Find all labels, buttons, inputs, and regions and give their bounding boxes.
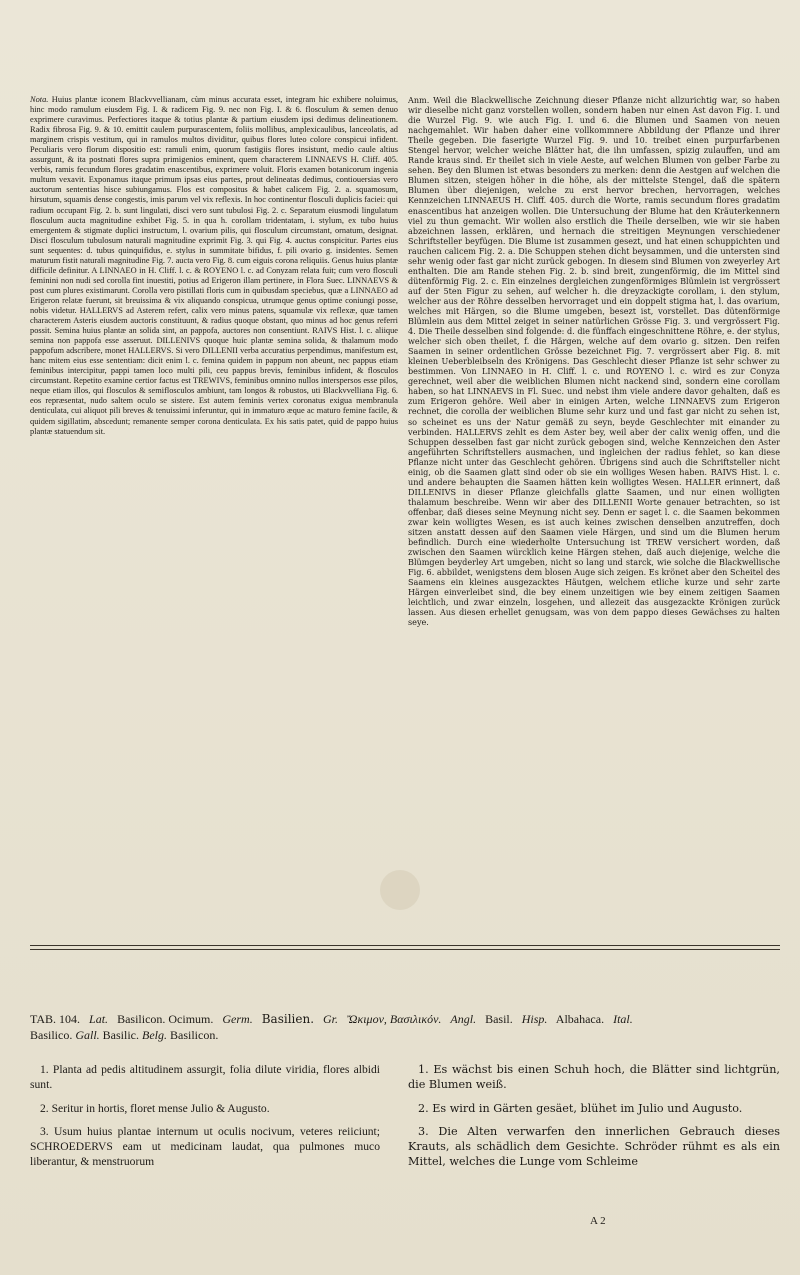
latin-item: 3. Usum huius plantae internum ut oculis nocivum, veteres reiiciunt; SCHROEDERVS eam ut medicinam laudat, qua pulmones muco liberantur, & menstruorum (30, 1124, 380, 1169)
germ-label: Germ. (222, 1012, 253, 1026)
belg-name: Basilicon. (170, 1028, 219, 1042)
latin-note-text: Huius plantæ iconem Blackvvellianam, cùm minus accurata esset, integram hic exhibere noluimus, hinc modo ramulum eiusdem Fig. I. & radicem Fig. 9. nec non Fig. I. & 6. flosculum & semen denuo exprimere curavimus. Perfectiores itaque & totius plantæ & partium eiusdem ipsi dedimus delineationem. Radix fibrosa Fig. 9. & 10. emittit caulem purpurascentem, foliis mollibus, amplexicaulibus, lanceolatis, ad marginem crispis vestitum, qui in ramulos multos dividitur, quibus flores luteo colore conspicui infident. Peculiaris vero florum dispositio est: ramuli enim, quorum fastigiis flores insistunt, medio caule altius assurgunt, & ita postnati flores supra primigenios eminent, quem characterem LINNAEVS H. Cliff. 405. verbis, ramis fecundum flores gradatim enascentibus, exprimere voluit. Floris examen botanicorum ingenia multum vexavit. Exponamus itaque primum ipsas eius partes, prout delineatas dedimus, contiouersias vero auctorum sententias hisce subiungamus. Flos est compositus & habet calicem Fig. 2. a. squamosum, hirsutum, squamis dense congestis, imis parum vel vix reflexis. In hoc continentur flosculi duplicis faciei: qui radium occupant Fig. 2. b. sunt lingulati, disci vero sunt tubulosi Fig. 2. c. Separatum eiusmodi lingulatum flosculum aucta magnitudine exhibet Fig. 5. in qua h. corollam tridentatam, i. stylum, ex tubo huius emergentem & stigmate duplici instructum, l. ovarium pilis, qui flosculum circumstant, ornatum, designat. Disci flosculum tubulosum naturali magnitudine exprimit Fig. 3. qui Fig. 4. auctus conspicitur. Partes eius sunt sequentes: d. tubus quinquifidus, e. stylus in summitate bifidus, f. pili ovario g. insidentes. Semen maturum fistit naturali magnitudine Fig. 7. aucta vero Fig. 8. cum eiguis corona reliquiis. Genus huius plantæ difficile definitur. A LINNAEO in H. Cliff. l. c. & ROYENO l. c. ad Conyzam relata fuit; cum vero flosculi feminini non nudi sed corolla fint inuestiti, potius ad Erigeron illam pertinere, in Flora Suec. LINNAEVS & post cum plures existimarunt. Corolla vero pistillati floris cum in quibusdam speciebus, quæ a LINNAEO ad Erigeron relatæ fuerunt, sit breuissima & vix aliquando conspicua, utrumque genus optime coniungi posse, nobis videtur. HALLERVS ad Asterem refert, calix vero minus patens, squamulæ vix reflexæ, quæ tamen characterem Asteris eiusdem auctoris constituunt, & radius quoque obstant, quo minus ad hoc genus referri possit. Semina huius plantæ an solida sint, an pappofa, auctores non consentiunt. RAIVS Hist. l. c. aliique semina non pappofa esse asseruut. DILLENIVS quoque huic plantæ semina solida, & thalamum modo pappofum adscribere, monet HALLERVS. Si vero DILLENII verba accuratius perpendimus, manifestum est, hanc mitem eius esse sententiam: dicit enim l. c. femina quidem in pappum non abeunt, nec pappus etiam feminibus intercipitur, pappi tamen loco multi pili, ceu pappus brevis, feminibus infident, & flosculos circumstant. Repetito examine certior factus est TREWIVS, feminibus omnino nullos interspersos esse pilos, neque etiam illos, qui flosculos & semiflosculos ambiunt, tam longos & robustos, uti Blackvvelliana Fig. 6. eos repræsentat, nudo saltem oculo se sistere. Est autem feminis vertex coronatus exigua membranula denticulata, cui aliquot pili breves & tenuissimi inferuntur, qui in immaturo æque ac maturo femine facile, & quidem sigillatim, abscedunt; remanente semper corona denticulata. Ex his satis patet, quid de pappo huius plantæ statuendum sit. (30, 95, 398, 436)
hisp-name: Albahaca. (555, 1012, 605, 1026)
lat-label: Lat. (89, 1012, 109, 1026)
latin-item: 2. Seritur in hortis, floret mense Julio & Augusto. (40, 1101, 270, 1115)
germ-name: Basilien. (261, 1012, 315, 1026)
angl-label: Angl. (450, 1012, 477, 1026)
ital-name: Basilico. (30, 1028, 73, 1042)
gr-name: Ὤκιμον, Βασιλικόν. (347, 1012, 442, 1026)
gall-name: Basilic. (102, 1028, 139, 1042)
german-item: 1. Es wächst bis einen Schuh hoch, die Blätter sind lichtgrün, die Blumen weiß. (408, 1063, 780, 1092)
latin-item: 1. Planta ad pedis altitudinem assurgit, folia dilute viridia, flores albidi sunt. (30, 1063, 380, 1092)
german-item: 3. Die Alten verwarfen den innerlichen Gebrauch dieses Krauts, als schädlich dem Gesichte. Schröder rühmt es als ein Mittel, welches die Lunge vom Schleime (408, 1124, 780, 1169)
latin-note-column (30, 95, 398, 785)
german-note-paragraph (408, 95, 780, 627)
section-divider (30, 949, 780, 950)
signature-mark: A 2 (590, 1215, 606, 1227)
german-item: 2. Es wird in Gärten gesäet, blühet im Julio und Augusto. (418, 1101, 743, 1115)
plate-number: TAB. 104. (30, 1012, 81, 1026)
german-note-column (408, 95, 780, 785)
german-note-text: Weil die Blackwellische Zeichnung dieser Pflanze nicht allzurichtig war, so haben wir dieselbe nicht ganz vorstellen wollen, sondern haben nur einen Ast davon Fig. I. und die Wurzel Fig. 9. wie auch Fig. I. und 6. die Blumen und Saamen von neuen nachgemahlet. Wir haben daher eine vollkommnere Abbildung der Pflanze und ihrer Theile gegeben. Die faserigte Wurzel Fig. 9. und 10. treibet einen purpurfarbenen Stengel hervor, welcher weiche Blätter hat, die ihn umfassen, spizig zulauffen, und am Rande kraus sind. Er theilet sich in viele Aeste, auf welchen Blumen von gelber Farbe zu sehen. Bey den Blumen ist etwas besonders zu merken: denn die Aestgen auf welchen die Blumen sitzen, steigen höher in die höhe, als der mittelste Stengel, daß die spätern Blumen über diejenigen, welche zu erst hervor brechen, hervorragen, welches Kennzeichen LINNAEUS H. Cliff. 405. durch die Worte, ramis secundum flores gradatim enascentibus hat anzeigen wollen. Die Untersuchung der Blume hat den Kräuterkennern viel zu thun gemacht. Wir wollen also erstlich die Theile derselben, wie wir sie haben abzeichnen lassen, erklären, und hernach die streitigen Meynungen verschiedener Schriftsteller beyfügen. Die Blume ist zusammen gesezt, und hat einen schuppichten und rauchen calicem Fig. 2. a. Die Schuppen stehen dicht beysammen, und die untersten sind sehr wenig oder fast gar nicht zurück gebogen. In diesem sind Blumen von zweyerley Art enthalten. Die am Rande stehen Fig. 2. b. sind breit, zungenförmig, die im Mittel sind dütenförmig Fig. 2. c. Ein einzelnes dergleichen zungenförmiges Blümlein ist vergrössert auf der 5ten Figur zu sehen, auf welcher h. die dreyzackigte corollam, i. den stylum, welcher aus der Röhre desselben hervorraget und ein doppelt stigma hat, l. das ovarium, welches mit Härgen, so die Blume umgeben, besezt ist, vorstellet. Das dütenförmige Blümlein aus dem Mittel zeiget in seiner natürlichen Grösse Fig. 3. und vergrössert Fig. 4. Die Theile desselben sind folgende: d. die fünffach eingeschnittene Röhre, e. der stylus, welcher sich oben theilet, f. die Härgen, welche auf dem ovario g. sitzen. Den reifen Saamen in seiner ordentlichen Grösse bezeichnet Fig. 7. vergrössert aber Fig. 8. mit kleinen Ueberbleibseln des Krönigens. Das Geschlecht dieser Pflanze ist sehr schwer zu bestimmen. Von LINNAEO in H. Cliff. l. c. und ROYENO l. c. wird es zur Conyza gerechnet, weil aber die weiblichen Blumen nicht nackend sind, sondern eine corollam haben, so hat LINNAEVS in Fl. Suec. und nebst ihm viele andere davor gehalten, daß es zum Erigeron gehöre. Weil aber in einigen Arten, welche LINNAEVS zum Erigeron rechnet, die corolla der weiblichen Blume sehr kurz und und fast gar nicht zu sehen ist, so scheinet es uns der Natur gemäß zu seyn, beyde Geschlechter mit einander zu verbinden. HALLERVS zehlt es dem Aster bey, weil aber der calix wenig offen, und die Schuppen desselben fast gar nicht zurück gebogen sind, welche Kennzeichen den Aster angeführten Schriftstellers ausmachen, und ingleichen der radius fehlet, so kan diese Pflanze nicht unter das Geschlecht gehören. Übrigens sind auch die Schriftsteller nicht einig, ob die Saamen glatt sind oder ob sie ein wolliges Wesen haben. RAIVS Hist. l. c. und andere behaupten die Saamen hätten kein wolligtes Wesen. HALLER erinnert, daß DILLENIVS in dieser Pflanze gleichfalls glatte Saamen, und nur einen wolligten thalamum beschreibe. Wenn wir aber des DILLENII Worte genauer betrachten, so ist offenbar, daß dieses seine Meynung nicht sey. Denn er saget l. c. die Saamen bekommen zwar kein wolligtes Wesen, es ist auch keines zwischen denselben anzutreffen, doch sitzen anstatt dessen auf den Saamen viele Härgen, und sind um die Blumen herum befindlich. Durch eine wiederholte Untersuchung ist TREW versichert worden, daß zwischen den Saamen würcklich keine Härgen stehen, daß auch diejenige, welche die Blümgen beyderley Art umgeben, nicht so lang und starck, wie solche die Blackwellische Fig. 6. abbildet, wenigstens dem blosen Auge sich zeigen. Es krönet aber den Scheitel des Saamens ein kleines ausgezacktes Häutgen, welchem etliche kurze und sehr zarte Härgen einverleibet sind, die bey einem unzeitigen wie bey einem zeitigen Saamen leichtlich, und zwar einzeln, losgehen, und allezeit das ausgezackte Krönigen zurück lassen. Aus diesen erhellet genugsam, was von dem pappo dieses Gewächses zu halten seye. (408, 95, 780, 628)
gr-label: Gr. (323, 1012, 339, 1026)
angl-name: Basil. (485, 1012, 513, 1026)
latin-note-label: Nota. (30, 95, 49, 104)
plate-subheading (30, 1028, 400, 1043)
belg-label: Belg. (142, 1028, 167, 1042)
paper-stain (380, 870, 420, 910)
section-divider (30, 945, 780, 946)
gall-label: Gall. (75, 1028, 100, 1042)
ital-label: Ital. (613, 1012, 633, 1026)
german-note-label: Anm. (408, 95, 430, 105)
hisp-label: Hisp. (521, 1012, 548, 1026)
latin-note-paragraph (30, 95, 398, 437)
latin-items (30, 1062, 380, 1178)
lat-name: Basilicon. Ocimum. (117, 1012, 214, 1026)
plate-heading (30, 1012, 780, 1027)
german-items (408, 1062, 780, 1178)
